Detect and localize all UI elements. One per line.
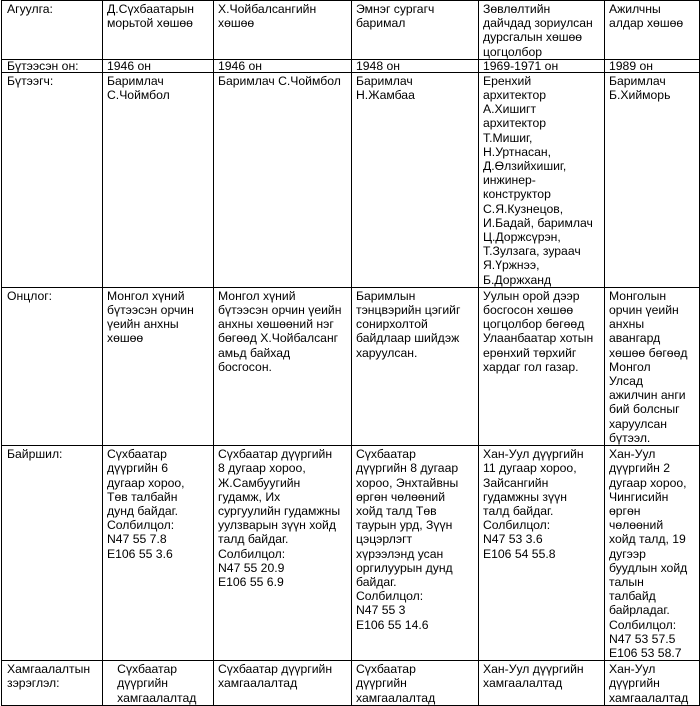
table-cell: Уулын орой дээр босгосон хөшөө цогцолбор бөгөөд Улаанбаатар хотын ерөнхий төрхийг хардаг гол газар. bbox=[479, 287, 605, 445]
row-year-built bbox=[2, 59, 700, 72]
table-cell: 1948 он bbox=[352, 59, 479, 72]
header-row bbox=[2, 1, 700, 60]
table-cell: Баримлач С.Чоймбол bbox=[103, 72, 214, 287]
table-cell: Сүхбаатар дүүргийн хамгаалалтад bbox=[214, 661, 352, 706]
table-cell: Монгол хүний бүтээсэн орчин үеийн анхны хөшөө bbox=[103, 287, 214, 445]
table-cell: Монголын орчин үеийн анхны авангард хөшөө бөгөөд Монгол Улсад ажилчин анги бий болсныг харуулсан бүтээл. bbox=[605, 287, 700, 445]
header-label-aguulga: Агуулга: bbox=[2, 1, 103, 60]
table-cell: Сүхбаатар дүүргийн 6 дугаар хороо, Төв талбайн дунд байдаг. Солбилцол: N47 55 7.8 E106 55 3.6 bbox=[103, 446, 214, 661]
header-sukhbaatar-monument: Д.Сүхбаатарын морьтой хөшөө bbox=[103, 1, 214, 60]
table-cell: Сүхбаатар дүүргийн 8 дугаар хороо, Ж.Самбуугийн гудамж, Их сургуулийн гудамжны уулзварын зүүн хойд талд байдаг. Солбилцол: N47 55 20.9 E106 55 6.9 bbox=[214, 446, 352, 661]
table-cell: Хан-Уул дүүргийн хамгаалалтад bbox=[479, 661, 605, 706]
row-feature bbox=[2, 287, 700, 445]
row-label: Хамгаалалтын зэрэглэл: bbox=[2, 661, 103, 706]
row-label: Байршил: bbox=[2, 446, 103, 661]
table-cell: 1946 он bbox=[214, 59, 352, 72]
header-saddle-trainer-sculpture: Эмнэг сургагч баримал bbox=[352, 1, 479, 60]
row-creator bbox=[2, 72, 700, 287]
table-cell: Баримлач Б.Хийморь bbox=[605, 72, 700, 287]
table-cell: Баримлын тэнцвэрийн цэгийг сонирхолтой байдлаар шийдэж харуулсан. bbox=[352, 287, 479, 445]
header-choibalsan-monument: Х.Чойбалсангийн хөшөө bbox=[214, 1, 352, 60]
table-cell: 1946 он bbox=[103, 59, 214, 72]
header-zaisan-memorial: Зөвлөлтийн дайчдад зориулсан дурсгалын хөшөө цогцолбор bbox=[479, 1, 605, 60]
table-cell: Хан-Уул дүүргийн 2 дугаар хороо, Чингисийн өргөн чөлөөний хойд талд, 19 дугээр буудлын хойд талын талбайд байрладаг. Солбилцол: N47 53 57.5 E106 53 58.7 bbox=[605, 446, 700, 661]
table-cell: Хан-Уул дүүргийн 11 дугаар хороо, Зайсангийн гудамжны зүүн талд байдаг. Солбилцол: N47 53 3.6 E106 54 55.8 bbox=[479, 446, 605, 661]
row-protection-level bbox=[2, 661, 700, 706]
row-label: Онцлог: bbox=[2, 287, 103, 445]
table-cell: Сүхбаатар дүүргийн хамгаалалтад bbox=[103, 661, 214, 706]
row-location bbox=[2, 446, 700, 661]
row-label: Бүтээгч: bbox=[2, 72, 103, 287]
table-cell: Монгол хүний бүтээсэн орчин үеийн анхны хөшөөний нэг бөгөөд Х.Чойбалсанг амьд байхад босгосон. bbox=[214, 287, 352, 445]
table-cell: Баримлач Н.Жамбаа bbox=[352, 72, 479, 287]
table-cell: Хан-Уул дүүргийн хамгаалалтад bbox=[605, 661, 700, 706]
table-cell: 1989 он bbox=[605, 59, 700, 72]
header-worker-glory-monument: Ажилчны алдар хөшөө bbox=[605, 1, 700, 60]
table-cell: Баримлач С.Чоймбол bbox=[214, 72, 352, 287]
table-cell: 1969-1971 он bbox=[479, 59, 605, 72]
row-label: Бүтээсэн он: bbox=[2, 59, 103, 72]
monuments-table bbox=[1, 0, 700, 706]
table-cell: Сүхбаатар дүүргийн 8 дугаар хороо, Энхтайвны өргөн чөлөөний хойд талд Төв таурын урд, Зүүн цэцэрлэгт хүрээлэнд усан оргилуурын дунд байдаг. Солбилцол: N47 55 3 E106 55 14.6 bbox=[352, 446, 479, 661]
table-cell: Еренхий архитектор А.Хишигт архитектор Т.Мишиг, Н.Уртнасан, Д.Өлзийхишиг, инжинер- конструктор С.Я.Кузнецов, И.Бадай, баримлач Ц.Доржсүрэн, Т.Зулзага, зураач Я.Үржнээ, Б.Доржханд bbox=[479, 72, 605, 287]
table-cell: Сүхбаатар дүүргийн хамгаалалтад bbox=[352, 661, 479, 706]
